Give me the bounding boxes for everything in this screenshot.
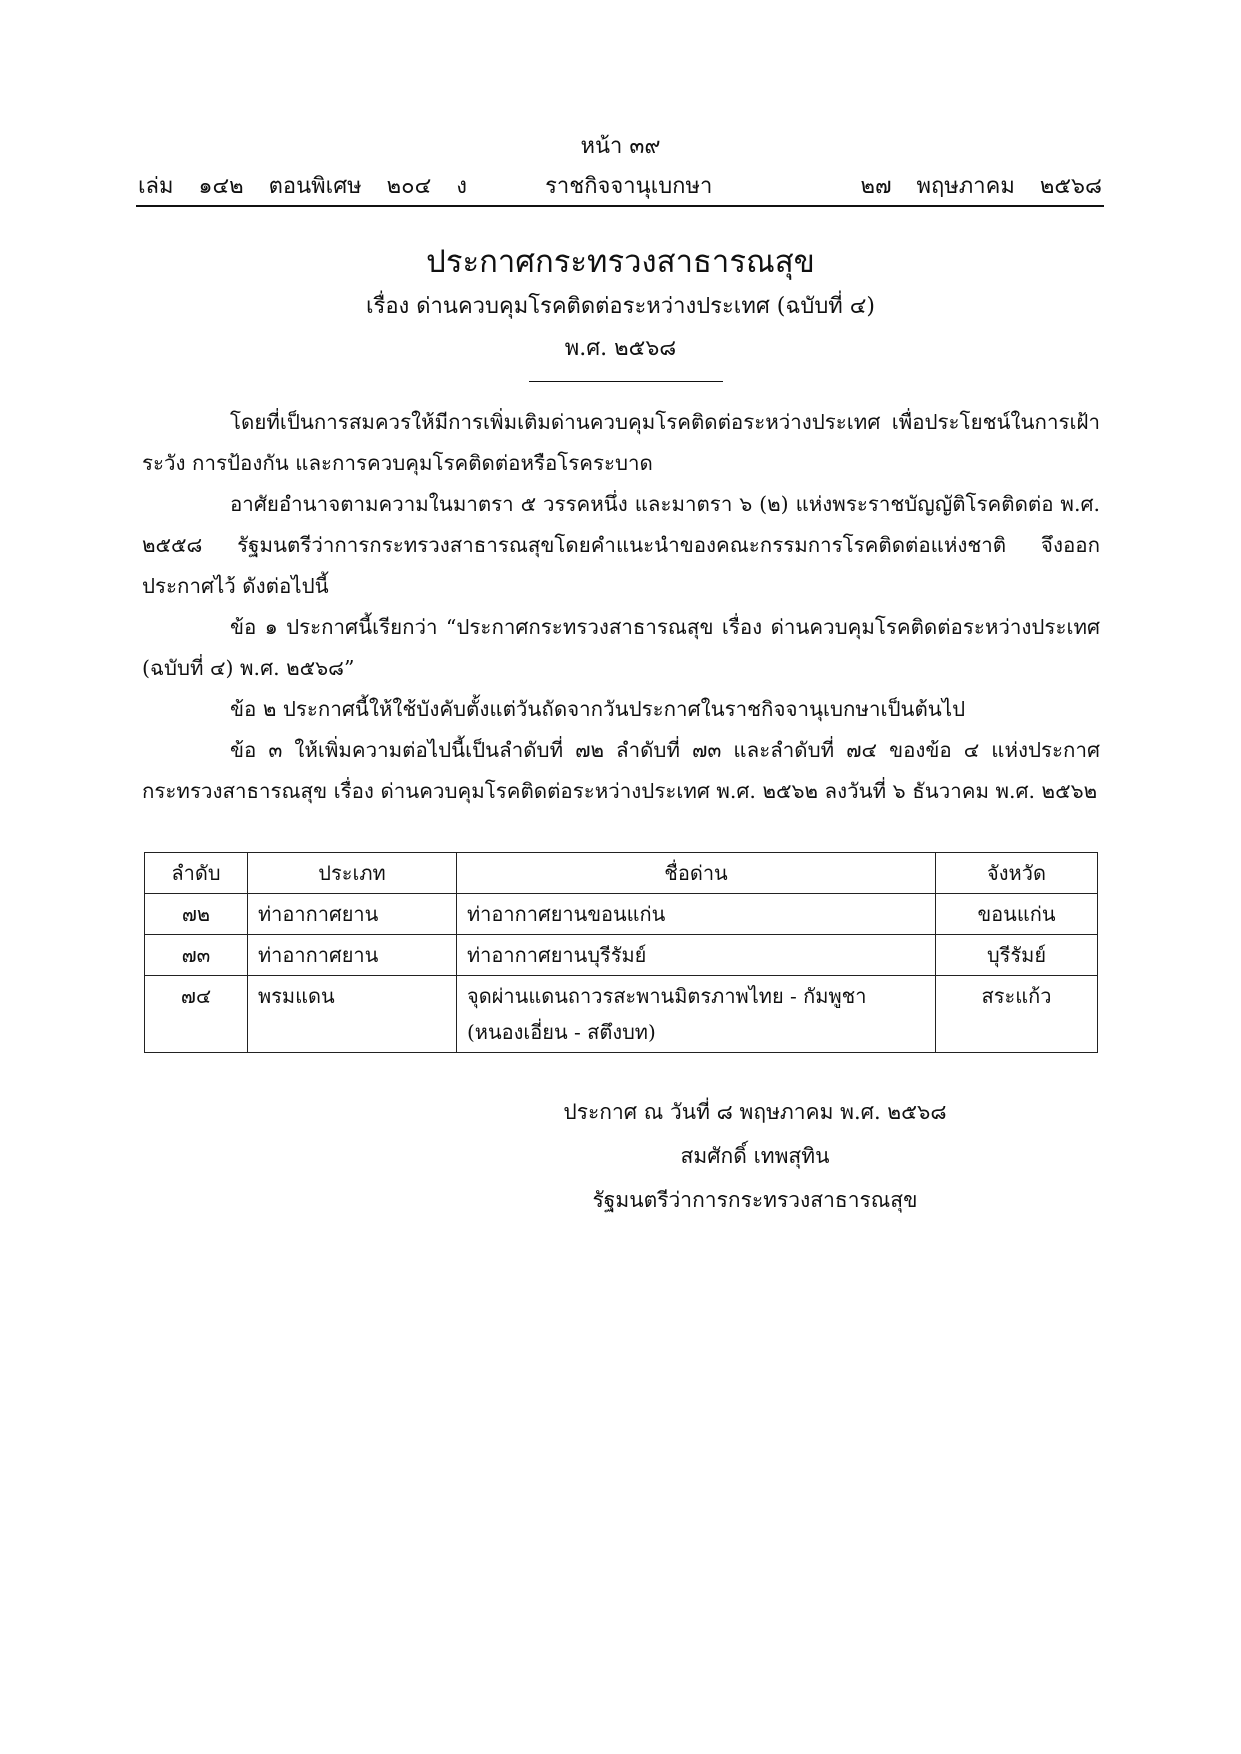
signatory-position: รัฐมนตรีว่าการกระทรวงสาธารณสุข <box>592 1188 918 1212</box>
row-name-line-1: จุดผ่านแดนถาวรสะพานมิตรภาพไทย - กัมพูชา <box>467 984 867 1008</box>
header-divider <box>136 205 1104 207</box>
table-header-row <box>145 853 1098 894</box>
document-subject: เรื่อง ด่านควบคุมโรคติดต่อระหว่างประเทศ (ฉบับที่ ๔) <box>365 294 876 319</box>
issue-date <box>860 168 1102 202</box>
document-year: พ.ศ. ๒๕๖๘ <box>564 336 677 361</box>
volume-info <box>138 168 467 202</box>
row-type: พรมแดน <box>248 976 457 1053</box>
row-name <box>457 976 936 1053</box>
section-number: ๒๐๔ <box>386 174 432 199</box>
paragraph-preamble: โดยที่เป็นการสมควรให้มีการเพิ่มเติมด่านควบคุมโรคติดต่อระหว่างประเทศ เพื่อประโยชน์ในการเฝ้าระวัง การป้องกัน และการควบคุมโรคติดต่อหรือโรคระบาด <box>142 410 1100 475</box>
row-type: ท่าอากาศยาน <box>248 894 457 935</box>
title-divider <box>529 381 723 382</box>
column-header-type: ประเภท <box>248 853 457 894</box>
column-header-name: ชื่อด่าน <box>457 853 936 894</box>
publication-name: ราชกิจจานุเบกษา <box>545 174 713 199</box>
row-name-line-2: (หนองเอี่ยน - สตึงบท) <box>467 1020 656 1044</box>
checkpoint-table <box>144 852 1098 1053</box>
page-number: หน้า ๓๙ <box>580 134 661 159</box>
row-name: ท่าอากาศยานบุรีรัมย์ <box>457 935 936 976</box>
row-province: ขอนแก่น <box>936 894 1098 935</box>
row-province: บุรีรัมย์ <box>936 935 1098 976</box>
table-row <box>145 894 1098 935</box>
row-type: ท่าอากาศยาน <box>248 935 457 976</box>
section-label: ตอนพิเศษ <box>268 174 362 199</box>
row-number: ๗๓ <box>145 935 248 976</box>
volume-label: เล่ม <box>138 174 174 199</box>
section-letter: ง <box>456 174 468 199</box>
gazette-header <box>138 168 1102 202</box>
column-header-province: จังหวัด <box>936 853 1098 894</box>
table-row <box>145 976 1098 1053</box>
row-province: สระแก้ว <box>936 976 1098 1053</box>
document-body <box>142 402 1100 812</box>
table-row <box>145 935 1098 976</box>
issue-month: พฤษภาคม <box>916 174 1015 199</box>
row-number: ๗๔ <box>145 976 248 1053</box>
paragraph-clause-2: ข้อ ๒ ประกาศนี้ให้ใช้บังคับตั้งแต่วันถัดจากวันประกาศในราชกิจจานุเบกษาเป็นต้นไป <box>230 697 966 721</box>
signatory-name: สมศักดิ์ เทพสุทิน <box>680 1144 830 1168</box>
paragraph-authority: อาศัยอำนาจตามความในมาตรา ๕ วรรคหนึ่ง และมาตรา ๖ (๒) แห่งพระราชบัญญัติโรคติดต่อ พ.ศ. ๒๕๕๘ รัฐมนตรีว่าการกระทรวงสาธารณสุขโดยคำแนะนำของคณะกรรมการโรคติดต่อแห่งชาติ จึงออกประกาศไว้ ดังต่อไปนี้ <box>142 492 1100 598</box>
row-number: ๗๒ <box>145 894 248 935</box>
signature-block <box>480 1090 1030 1222</box>
column-header-number: ลำดับ <box>145 853 248 894</box>
paragraph-clause-1: ข้อ ๑ ประกาศนี้เรียกว่า “ประกาศกระทรวงสาธารณสุข เรื่อง ด่านควบคุมโรคติดต่อระหว่างประเทศ (ฉบับที่ ๔) พ.ศ. ๒๕๖๘” <box>142 615 1100 680</box>
announcement-date: ประกาศ ณ วันที่ ๘ พฤษภาคม พ.ศ. ๒๕๖๘ <box>563 1100 947 1124</box>
volume-number: ๑๔๒ <box>198 174 244 199</box>
row-name: ท่าอากาศยานขอนแก่น <box>457 894 936 935</box>
document-title: ประกาศกระทรวงสาธารณสุข <box>426 244 815 280</box>
issue-day: ๒๗ <box>860 174 892 199</box>
paragraph-clause-3: ข้อ ๓ ให้เพิ่มความต่อไปนี้เป็นลำดับที่ ๗๒ ลำดับที่ ๗๓ และลำดับที่ ๗๔ ของข้อ ๔ แห่งประกาศกระทรวงสาธารณสุข เรื่อง ด่านควบคุมโรคติดต่อระหว่างประเทศ พ.ศ. ๒๕๖๒ ลงวันที่ ๖ ธันวาคม พ.ศ. ๒๕๖๒ <box>142 738 1100 803</box>
issue-year: ๒๕๖๘ <box>1039 174 1102 199</box>
